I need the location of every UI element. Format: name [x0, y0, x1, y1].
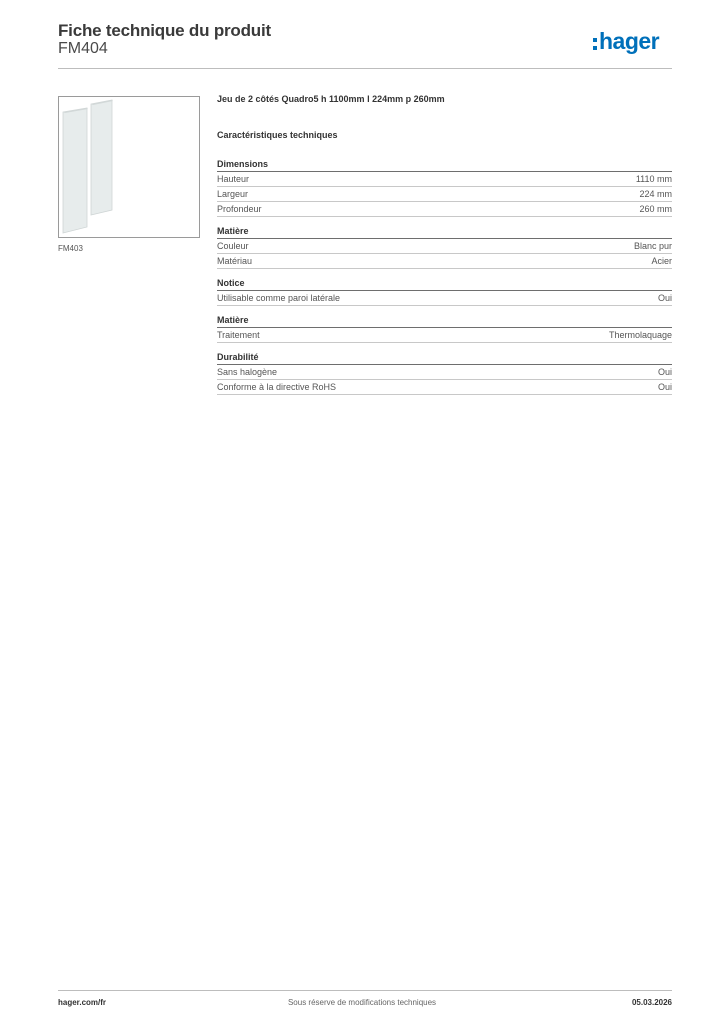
spec-label: Sans halogène	[217, 367, 278, 377]
spec-content	[217, 94, 672, 403]
spec-value: Oui	[657, 367, 672, 377]
spec-row	[217, 187, 672, 202]
spec-value: 1110 mm	[635, 174, 672, 184]
spec-label: Traitement	[217, 330, 260, 340]
spec-value: Thermolaquage	[608, 330, 672, 340]
spec-label: Largeur	[217, 189, 249, 199]
spec-row	[217, 202, 672, 217]
logo-text: hager	[599, 28, 660, 54]
spec-row	[217, 172, 672, 187]
image-caption: FM403	[58, 244, 83, 253]
side-panels-illustration	[59, 97, 199, 237]
spec-value: Oui	[657, 293, 672, 303]
spec-value: Acier	[651, 256, 672, 266]
spec-section-dimensions	[217, 158, 672, 217]
spec-row	[217, 254, 672, 269]
section-title: Matière	[217, 225, 672, 239]
spec-row	[217, 239, 672, 254]
spec-section-durabilite	[217, 351, 672, 395]
footer-disclaimer: Sous réserve de modifications techniques	[287, 998, 437, 1007]
spec-label: Profondeur	[217, 204, 262, 214]
logo-colon-icon	[593, 38, 597, 50]
footer-divider	[58, 990, 672, 991]
product-reference: FM404	[58, 40, 108, 57]
spec-row	[217, 291, 672, 306]
spec-value: 224 mm	[639, 189, 672, 199]
spec-section-matiere	[217, 225, 672, 269]
spec-heading: Caractéristiques techniques	[217, 130, 338, 140]
page-title: Fiche technique du produit	[58, 21, 271, 40]
footer-date: 05.03.2026	[631, 998, 672, 1007]
section-title: Durabilité	[217, 351, 672, 365]
spec-label: Couleur	[217, 241, 249, 251]
spec-value: Blanc pur	[633, 241, 672, 251]
section-title: Notice	[217, 277, 672, 291]
product-image	[58, 96, 200, 238]
footer-website: hager.com/fr	[58, 998, 107, 1007]
header-divider	[58, 68, 672, 69]
spec-value: 260 mm	[639, 204, 672, 214]
hager-logo	[593, 28, 659, 55]
spec-label: Utilisable comme paroi latérale	[217, 293, 341, 303]
spec-label: Hauteur	[217, 174, 250, 184]
section-title: Matière	[217, 314, 672, 328]
section-title: Dimensions	[217, 158, 672, 172]
spec-row	[217, 380, 672, 395]
spec-value: Oui	[657, 382, 672, 392]
spec-row	[217, 328, 672, 343]
spec-label: Conforme à la directive RoHS	[217, 382, 337, 392]
spec-row	[217, 365, 672, 380]
spec-section-traitement	[217, 314, 672, 343]
product-description: Jeu de 2 côtés Quadro5 h 1100mm l 224mm p 260mm	[217, 94, 445, 104]
spec-label: Matériau	[217, 256, 253, 266]
spec-section-notice	[217, 277, 672, 306]
